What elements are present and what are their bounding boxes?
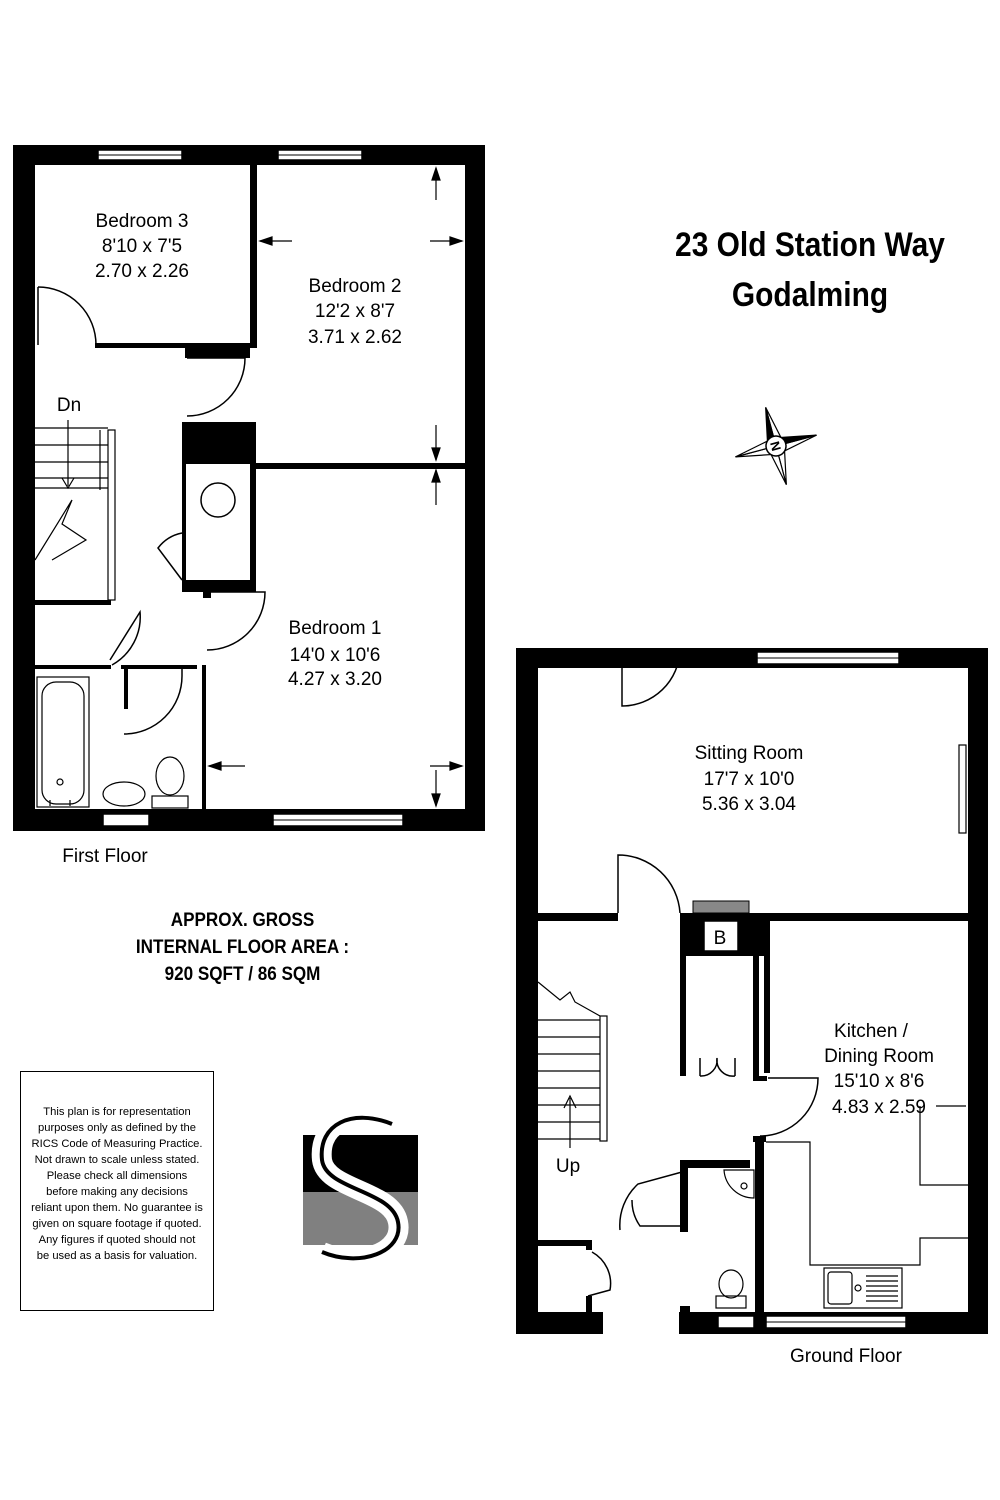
- window-wc: [718, 1316, 754, 1328]
- floor-area-line-2: INTERNAL FLOOR AREA :: [135, 937, 350, 958]
- property-title-line-2: Godalming: [731, 276, 889, 314]
- stairs-up-label: Up: [555, 1156, 581, 1177]
- agency-logo: [303, 1118, 418, 1259]
- ground-floor-plan: [516, 648, 988, 1367]
- room-size-imperial: 17'7 x 10'0: [703, 769, 795, 790]
- room-size-imperial: 8'10 x 7'5: [101, 236, 183, 257]
- basin-icon: [724, 1170, 754, 1198]
- ground-floor-caption: Ground Floor: [790, 1346, 902, 1367]
- sink-unit: [824, 1268, 902, 1308]
- toilet-icon: [152, 796, 188, 808]
- room-label-sitting-room: [695, 743, 804, 815]
- front-door-gap: [603, 1312, 679, 1334]
- boiler-label: B: [713, 928, 727, 949]
- room-size-metric: 2.70 x 2.26: [94, 261, 190, 282]
- basin-icon: [103, 782, 145, 806]
- floor-area-line-1: APPROX. GROSS: [170, 910, 315, 931]
- stairs-down-label: Dn: [56, 395, 82, 416]
- room-size-imperial: 14'0 x 10'6: [289, 645, 381, 666]
- room-label-kitchen-dining: [824, 1021, 934, 1118]
- floor-area-block: [114, 907, 371, 988]
- bathroom-fixtures: [37, 677, 188, 808]
- side-window: [959, 745, 966, 833]
- room-name: Bedroom 2: [308, 276, 402, 297]
- bath-icon: [37, 677, 89, 807]
- room-label-bedroom-1: [288, 618, 382, 690]
- room-name-2: Dining Room: [824, 1046, 934, 1067]
- first-floor-caption: First Floor: [62, 846, 148, 867]
- room-name: Bedroom 3: [95, 211, 189, 232]
- ground-floor-stairs: [538, 982, 607, 1148]
- room-size-metric: 5.36 x 3.04: [701, 794, 797, 815]
- compass-north-letter: N: [767, 439, 784, 453]
- boiler-unit: [693, 901, 749, 913]
- room-size-imperial: 15'10 x 8'6: [833, 1071, 925, 1092]
- room-size-metric: 4.83 x 2.59: [831, 1097, 927, 1118]
- property-title-line-1: 23 Old Station Way: [675, 226, 945, 264]
- first-floor-plan: [13, 145, 485, 867]
- room-size-metric: 3.71 x 2.62: [307, 327, 403, 348]
- kitchen-counter: [766, 1142, 968, 1265]
- floor-area-line-3: 920 SQFT / 86 SQM: [164, 964, 321, 985]
- disclaimer-box: [20, 1071, 214, 1311]
- first-floor-dimension-arrows: [209, 168, 462, 806]
- room-name: Bedroom 1: [288, 618, 382, 639]
- room-name: Kitchen /: [834, 1021, 908, 1042]
- disclaimer-text: This plan is for representation purposes only as defined by the RICS Code of Measuring Practice. Not drawn to scale unless stated. Please check all dimensions before making any decisions reliant upon them. No guarantee is given on square footage if quoted. Any figures if quoted should not be used as a basis for valuation.: [31, 1106, 203, 1262]
- room-label-bedroom-2: [308, 276, 402, 348]
- cylinder-icon: [201, 483, 235, 517]
- room-size-metric: 4.27 x 3.20: [287, 669, 383, 690]
- first-floor-stairs: [35, 420, 115, 600]
- room-size-imperial: 12'2 x 8'7: [314, 301, 396, 322]
- ground-floor-internal-walls: [538, 913, 968, 1334]
- window-bathroom: [103, 814, 149, 826]
- room-name: Sitting Room: [694, 743, 804, 764]
- room-label-bedroom-3: [95, 211, 189, 282]
